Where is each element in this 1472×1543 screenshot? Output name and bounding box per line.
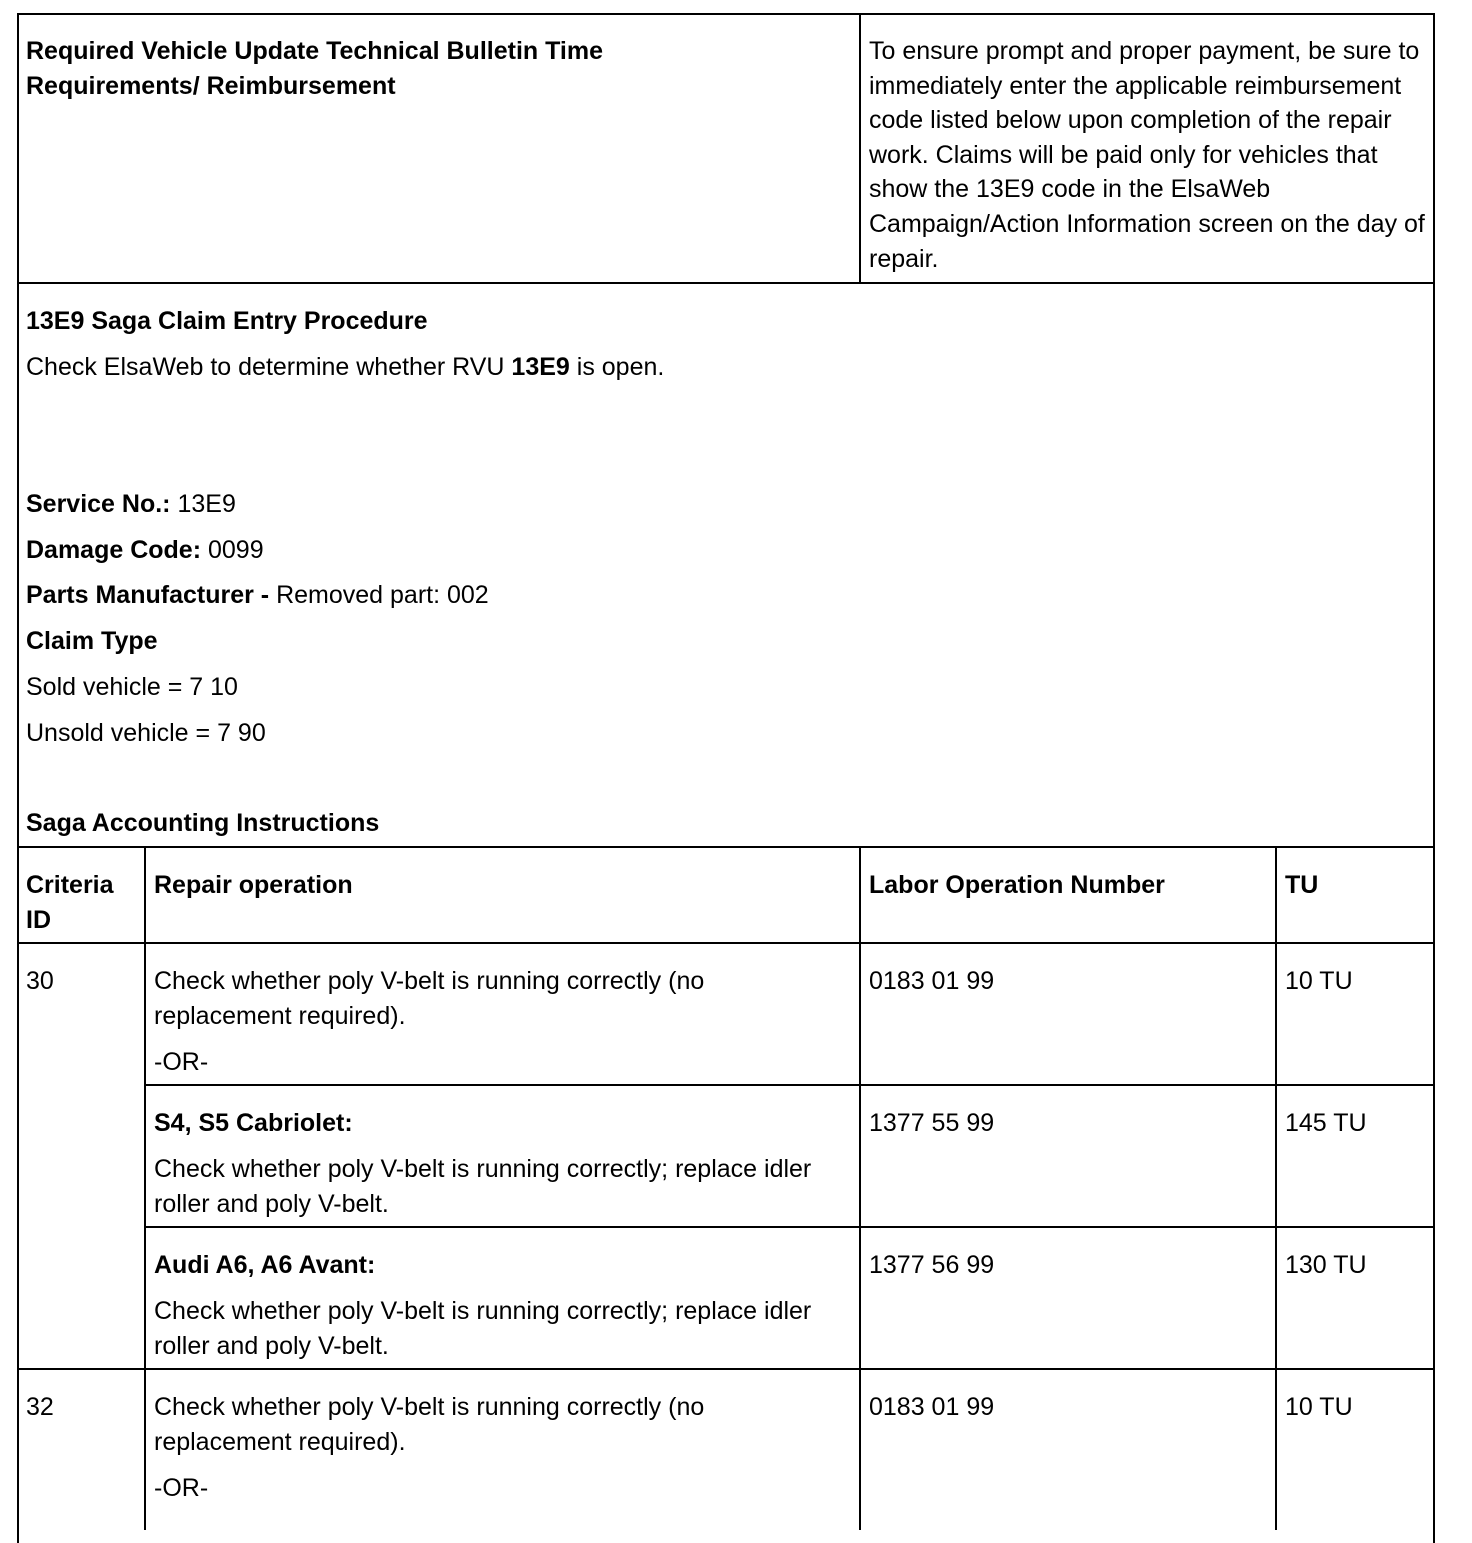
unsold-vehicle: Unsold vehicle = 7 90 — [26, 719, 266, 747]
service-number: Service No.: 13E9 — [26, 490, 236, 518]
payment-note: To ensure prompt and proper payment, be sure to immediately enter the applicable reimbursement code listed below upon completion of the repair work. Claims will be paid only for vehicles that show the 13E9 code in the ElsaWeb Campaign/Action Information screen on the day of repair. — [869, 37, 1432, 273]
divider — [859, 13, 861, 283]
time-units: 130 TU — [1285, 1251, 1367, 1279]
bulletin-title: Required Vehicle Update Technical Bulletin Time Requirements/ Reimbursement — [26, 37, 610, 100]
time-units: 145 TU — [1285, 1109, 1367, 1137]
time-units: 10 TU — [1285, 967, 1353, 995]
damage-code: Damage Code: 0099 — [26, 536, 264, 564]
parts-manufacturer: Parts Manufacturer - Removed part: 002 — [26, 581, 489, 609]
repair-description: Check whether poly V-belt is running correctly; replace idler roller and poly V-belt. — [154, 1155, 819, 1218]
divider — [17, 282, 1435, 284]
or-separator: -OR- — [154, 1474, 209, 1502]
labor-operation-number: 0183 01 99 — [869, 1393, 995, 1421]
criteria-id: 32 — [26, 1393, 54, 1421]
header-repair-operation: Repair operation — [154, 871, 353, 899]
divider — [17, 846, 1435, 848]
repair-description: Check whether poly V-belt is running correctly; replace idler roller and poly V-belt. — [154, 1297, 819, 1360]
model-label: Audi A6, A6 Avant: — [154, 1251, 376, 1279]
labor-operation-number: 1377 56 99 — [869, 1251, 995, 1279]
divider — [144, 846, 146, 1530]
header-tu: TU — [1285, 871, 1319, 899]
model-label: S4, S5 Cabriolet: — [154, 1109, 353, 1137]
divider — [17, 1368, 1435, 1370]
divider — [17, 942, 1435, 944]
procedure-title: 13E9 Saga Claim Entry Procedure — [26, 307, 428, 335]
repair-description: Check whether poly V-belt is running correctly (no replacement required). — [154, 967, 712, 1030]
divider — [145, 1226, 1435, 1228]
time-units: 10 TU — [1285, 1393, 1353, 1421]
elsaweb-check: Check ElsaWeb to determine whether RVU 13E9 is open. — [26, 353, 665, 381]
header-criteria-id: Criteria ID — [26, 871, 121, 934]
repair-description: Check whether poly V-belt is running correctly (no replacement required). — [154, 1393, 712, 1456]
divider — [859, 846, 861, 1530]
sold-vehicle: Sold vehicle = 7 10 — [26, 673, 238, 701]
or-separator: -OR- — [154, 1048, 209, 1076]
labor-operation-number: 0183 01 99 — [869, 967, 995, 995]
header-labor-operation-number: Labor Operation Number — [869, 871, 1165, 899]
divider — [145, 1084, 1435, 1086]
criteria-id: 30 — [26, 967, 54, 995]
accounting-title: Saga Accounting Instructions — [26, 809, 380, 837]
claim-type-label: Claim Type — [26, 627, 158, 655]
divider — [1275, 846, 1277, 1530]
labor-operation-number: 1377 55 99 — [869, 1109, 995, 1137]
